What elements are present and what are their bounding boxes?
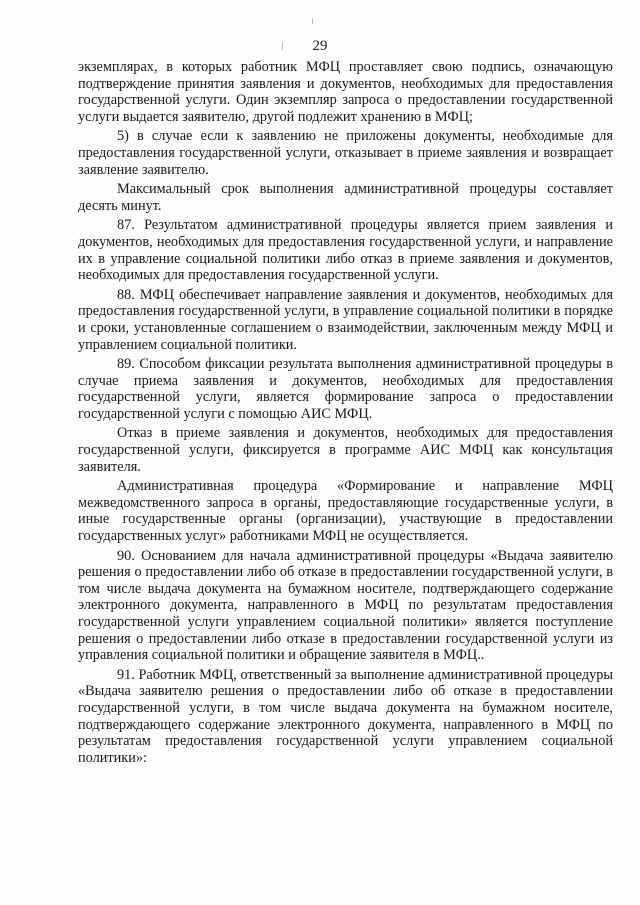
paragraph: экземплярах, в которых работник МФЦ проставляет свою подпись, означающую подтверждение принятия заявления и документов, необходимых для предоставления государственной услуги. Один экземпляр запроса о предоставлении государственной услуги выдается заявителю, другой подлежит хранению в МФЦ; bbox=[78, 59, 613, 125]
page-number: 29 bbox=[312, 38, 328, 54]
paragraph: 87. Результатом административной процедуры является прием заявления и документов, необходимых для предоставления государственной услуги, и направление их в управление социальной политики либо отказ в приеме заявления и документов, необходимых для предоставления государственной услуги. bbox=[78, 217, 613, 284]
scan-artifact bbox=[312, 18, 313, 24]
paragraph: 88. МФЦ обеспечивает направление заявления и документов, необходимых для предоставления государственной услуги, в управление социальной политики в порядке и сроки, установленные соглашением о взаимодействии, заключенным между МФЦ и управлением социальной политики. bbox=[78, 286, 613, 353]
paragraph: 91. Работник МФЦ, ответственный за выполнение административной процедуры «Выдача заявителю решения о предоставлении либо об отказе в предоставлении государственной услуги, в том числе выдача документа на бумажном носителе, подтверждающего содержание электронного документа, направленного в МФЦ по результатам предоставления государственной услуги управлением социальной политики»: bbox=[78, 666, 613, 766]
paragraph: 90. Основанием для начала административной процедуры «Выдача заявителю решения о предоставлении либо об отказе в предоставлении государственной услуги, в том числе выдача документа на бумажном носителе, подтверждающего содержание электронного документа, направленного в МФЦ по результатам предоставления государственной услуги управлением социальной политики» является поступление решения о предоставлении либо отказе в предоставлении государственной услуги из управления социальной политики и обращение заявителя в МФЦ.. bbox=[78, 547, 613, 664]
paragraph: 89. Способом фиксации результата выполнения административной процедуры в случае приема заявления и документов, необходимых для предоставления государственной услуги, является формирование запроса о предоставлении государственной услуги с помощью АИС МФЦ. bbox=[78, 356, 613, 422]
paragraph: Административная процедура «Формирование и направление МФЦ межведомственного запроса в органы, предоставляющие государственные услуги, в иные государственные органы (организации), участвующие в предоставлении государственных услуг» работниками МФЦ не осуществляется. bbox=[78, 478, 613, 545]
paragraph: Отказ в приеме заявления и документов, необходимых для предоставления государственной услуги, фиксируется в программе АИС МФЦ как консультация заявителя. bbox=[78, 425, 613, 475]
paragraph: Максимальный срок выполнения административной процедуры составляет десять минут. bbox=[78, 181, 613, 214]
document-body bbox=[78, 59, 613, 766]
paragraph: 5) в случае если к заявлению не приложены документы, необходимые для предоставления государственной услуги, отказывает в приеме заявления и возвращает заявление заявителю. bbox=[78, 128, 613, 178]
scan-artifact bbox=[282, 42, 283, 50]
